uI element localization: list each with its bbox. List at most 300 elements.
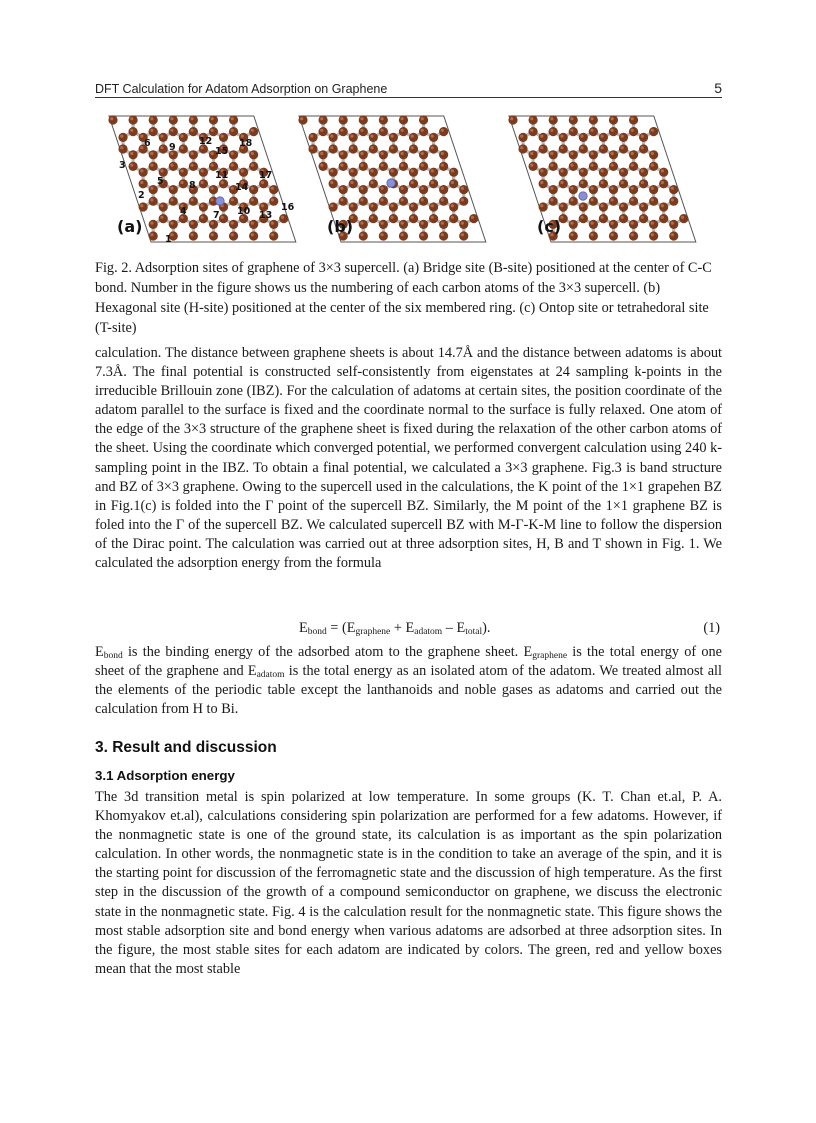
carbon-atom <box>629 185 638 194</box>
carbon-atom-highlight <box>370 146 373 149</box>
carbon-atom-highlight <box>231 129 234 132</box>
carbon-atom <box>649 162 658 171</box>
carbon-atom <box>159 144 168 153</box>
carbon-atom <box>629 115 638 124</box>
atom-number-label: 10 <box>237 206 251 217</box>
carbon-atom-highlight <box>271 233 274 236</box>
carbon-atom-highlight <box>611 129 614 132</box>
carbon-atom-highlight <box>631 222 634 225</box>
carbon-atom-highlight <box>350 135 353 138</box>
atom-number-label: 16 <box>281 202 295 213</box>
carbon-atom <box>308 144 317 153</box>
carbon-atom-highlight <box>421 164 424 167</box>
carbon-atom-highlight <box>671 222 674 225</box>
carbon-atom <box>349 168 358 177</box>
carbon-atom-highlight <box>671 233 674 236</box>
carbon-atom <box>449 202 458 211</box>
carbon-atom <box>619 214 628 223</box>
carbon-atom <box>159 133 168 142</box>
figure-panel-3 <box>508 115 695 242</box>
carbon-atom-highlight <box>330 204 333 207</box>
carbon-atom <box>419 162 428 171</box>
carbon-atom-highlight <box>340 152 343 155</box>
carbon-atom <box>149 231 158 240</box>
header-rule <box>95 97 722 98</box>
carbon-atom-highlight <box>651 129 654 132</box>
atom-number-label: 5 <box>157 176 164 187</box>
carbon-atom-highlight <box>510 117 513 120</box>
atom-number-label: 1 <box>165 234 172 245</box>
carbon-atom-highlight <box>570 117 573 120</box>
carbon-atom-highlight <box>441 129 444 132</box>
carbon-atom-highlight <box>401 164 404 167</box>
carbon-atom-highlight <box>350 204 353 207</box>
carbon-atom-highlight <box>661 181 664 184</box>
carbon-atom-highlight <box>170 117 173 120</box>
carbon-atom-highlight <box>170 198 173 201</box>
carbon-atom-highlight <box>150 198 153 201</box>
carbon-atom <box>199 168 208 177</box>
carbon-atom-highlight <box>251 222 254 225</box>
carbon-atom-highlight <box>451 216 454 219</box>
carbon-atom-highlight <box>441 198 444 201</box>
carbon-atom <box>359 231 368 240</box>
carbon-atom <box>599 202 608 211</box>
carbon-atom <box>409 202 418 211</box>
carbon-atom <box>219 133 228 142</box>
carbon-atom-highlight <box>580 169 583 172</box>
carbon-atom-highlight <box>451 169 454 172</box>
carbon-atom <box>349 144 358 153</box>
carbon-atom <box>659 168 668 177</box>
carbon-atom-highlight <box>190 164 193 167</box>
carbon-atom <box>189 197 198 206</box>
carbon-atom-highlight <box>550 152 553 155</box>
carbon-atom-highlight <box>201 169 204 172</box>
carbon-atom-highlight <box>540 169 543 172</box>
carbon-atom-highlight <box>360 233 363 236</box>
carbon-atom-highlight <box>441 233 444 236</box>
carbon-atom-highlight <box>320 164 323 167</box>
carbon-atom-highlight <box>211 233 214 236</box>
figure-caption: Fig. 2. Adsorption sites of graphene of 3×3 supercell. (a) Bridge site (B-site) positioned at the center of C-C bond. Number in the figure shows us the numbering of each carbon atoms of the 3×3 supercell. (b) Hexagonal site (H-site) positioned at the center of the six membered ring. (c) Ontop site or tetrahedoral site (T-site) <box>95 260 712 336</box>
carbon-atom-highlight <box>621 181 624 184</box>
carbon-atom <box>419 115 428 124</box>
carbon-atom <box>199 202 208 211</box>
carbon-atom <box>589 231 598 240</box>
carbon-atom <box>318 127 327 136</box>
carbon-atom <box>108 115 117 124</box>
atom-number-label: 15 <box>215 146 229 157</box>
section-heading: 3. Result and discussion <box>95 739 277 756</box>
carbon-atom-highlight <box>451 181 454 184</box>
carbon-atom-highlight <box>651 198 654 201</box>
carbon-atom-highlight <box>391 169 394 172</box>
carbon-atom-highlight <box>140 204 143 207</box>
carbon-atom <box>239 168 248 177</box>
carbon-atom <box>409 133 418 142</box>
carbon-atom <box>569 127 578 136</box>
carbon-atom-highlight <box>411 135 414 138</box>
carbon-atom-highlight <box>401 129 404 132</box>
carbon-atom-highlight <box>651 164 654 167</box>
carbon-atom <box>179 168 188 177</box>
carbon-atom <box>549 127 558 136</box>
carbon-atom-highlight <box>310 146 313 149</box>
carbon-atom-highlight <box>221 216 224 219</box>
carbon-atom <box>609 231 618 240</box>
carbon-atom <box>399 220 408 229</box>
carbon-atom <box>359 162 368 171</box>
carbon-atom-highlight <box>261 181 264 184</box>
carbon-atom <box>329 179 338 188</box>
carbon-atom-highlight <box>360 222 363 225</box>
carbon-atom <box>419 197 428 206</box>
carbon-atom-highlight <box>140 135 143 138</box>
carbon-atom-highlight <box>231 233 234 236</box>
carbon-atom <box>339 127 348 136</box>
adatom <box>216 197 224 205</box>
carbon-atom <box>249 220 258 229</box>
carbon-atom-highlight <box>601 146 604 149</box>
carbon-atom-highlight <box>421 187 424 190</box>
carbon-atom <box>409 179 418 188</box>
carbon-atom-highlight <box>411 204 414 207</box>
carbon-atom-highlight <box>651 152 654 155</box>
carbon-atom-highlight <box>310 135 313 138</box>
carbon-atom <box>209 231 218 240</box>
carbon-atom <box>249 185 258 194</box>
carbon-atom-highlight <box>330 169 333 172</box>
carbon-atom <box>619 133 628 142</box>
carbon-atom <box>439 197 448 206</box>
carbon-atom <box>619 144 628 153</box>
carbon-atom-highlight <box>530 152 533 155</box>
carbon-atom-highlight <box>550 117 553 120</box>
carbon-atom <box>189 115 198 124</box>
carbon-atom-highlight <box>601 135 604 138</box>
carbon-atom <box>359 127 368 136</box>
carbon-atom <box>329 133 338 142</box>
carbon-atom-highlight <box>631 152 634 155</box>
carbon-atom-highlight <box>580 146 583 149</box>
carbon-atom-highlight <box>431 146 434 149</box>
carbon-atom-highlight <box>251 233 254 236</box>
carbon-atom <box>189 231 198 240</box>
carbon-atom-highlight <box>590 129 593 132</box>
carbon-atom <box>189 220 198 229</box>
carbon-atom <box>439 220 448 229</box>
carbon-atom <box>539 133 548 142</box>
carbon-atom <box>549 197 558 206</box>
carbon-atom-highlight <box>671 187 674 190</box>
carbon-atom-highlight <box>570 187 573 190</box>
carbon-atom <box>399 231 408 240</box>
carbon-atom <box>329 144 338 153</box>
carbon-atom-highlight <box>641 216 644 219</box>
carbon-atom-highlight <box>401 198 404 201</box>
carbon-atom <box>559 168 568 177</box>
carbon-atom-highlight <box>601 181 604 184</box>
carbon-atom-highlight <box>211 164 214 167</box>
carbon-atom-highlight <box>231 198 234 201</box>
atom-number-label: 18 <box>239 138 253 149</box>
page-number: 5 <box>714 80 722 96</box>
carbon-atom <box>649 127 658 136</box>
carbon-atom-highlight <box>570 152 573 155</box>
carbon-atom-highlight <box>330 146 333 149</box>
carbon-atom <box>349 202 358 211</box>
paragraph-adsorption-energy: The 3d transition metal is spin polarized at low temperature. In some groups (K. T. Chan et.al, P. A. Khomyakov et.al), calculations considering spin polarization are performed for a few adatoms. However, if the nonmagnetic state is one of the ground state, its calculation is as important as the spin polarization calculation. In other words, the nonmagnetic state is in the condition to take an average of the spin, and it is the starting point for discussion of the ferromagnetic state and the discussion of high temperature. As the first step in the discussion of the growth of a compound semiconductor on graphene, we discuss the electronic state in the nonmagnetic state. Fig. 4 is the calculation result for the nonmagnetic state. This figure shows the most stable adsorption site and bond energy when various adatoms are adsorbed at three adsorption sites. In the figure, the most stable sites for each adatom are indicated by colors. The green, red and yellow boxes mean that the most stable <box>95 789 722 977</box>
carbon-atom <box>369 214 378 223</box>
carbon-atom <box>169 127 178 136</box>
carbon-atom-highlight <box>380 198 383 201</box>
carbon-atom <box>589 162 598 171</box>
carbon-atom-highlight <box>231 152 234 155</box>
carbon-atom <box>189 150 198 159</box>
carbon-atom <box>469 214 478 223</box>
carbon-atom-highlight <box>550 164 553 167</box>
carbon-atom <box>609 197 618 206</box>
carbon-atom-highlight <box>621 216 624 219</box>
carbon-atom <box>629 162 638 171</box>
carbon-atom-highlight <box>590 222 593 225</box>
carbon-atom-highlight <box>360 164 363 167</box>
carbon-atom <box>229 197 238 206</box>
atom-number-label: 8 <box>189 180 196 191</box>
carbon-atom-highlight <box>641 169 644 172</box>
carbon-atom-highlight <box>180 181 183 184</box>
carbon-atom-highlight <box>641 181 644 184</box>
carbon-atom-highlight <box>590 164 593 167</box>
carbon-atom <box>579 179 588 188</box>
carbon-atom <box>149 197 158 206</box>
carbon-atom-highlight <box>150 233 153 236</box>
carbon-atom <box>419 127 428 136</box>
carbon-atom <box>349 133 358 142</box>
carbon-atom <box>379 115 388 124</box>
carbon-atom <box>329 168 338 177</box>
carbon-atom <box>639 179 648 188</box>
carbon-atom <box>539 144 548 153</box>
carbon-atom-highlight <box>441 187 444 190</box>
carbon-atom <box>399 127 408 136</box>
carbon-atom-highlight <box>391 204 394 207</box>
atom-number-label: 17 <box>259 170 273 181</box>
carbon-atom-highlight <box>340 198 343 201</box>
carbon-atom <box>559 202 568 211</box>
carbon-atom-highlight <box>611 187 614 190</box>
carbon-atom-highlight <box>130 152 133 155</box>
carbon-atom-highlight <box>160 216 163 219</box>
carbon-atom-highlight <box>601 216 604 219</box>
carbon-atom-highlight <box>441 164 444 167</box>
carbon-atom-highlight <box>160 169 163 172</box>
carbon-atom <box>589 127 598 136</box>
carbon-atom-highlight <box>411 169 414 172</box>
carbon-atom <box>189 127 198 136</box>
carbon-atom <box>209 127 218 136</box>
carbon-atom <box>569 150 578 159</box>
atom-number-label: 3 <box>119 160 126 171</box>
carbon-atom <box>339 115 348 124</box>
carbon-atom-highlight <box>421 117 424 120</box>
carbon-atom-highlight <box>560 146 563 149</box>
carbon-atom <box>459 197 468 206</box>
carbon-atom <box>369 133 378 142</box>
carbon-atom-highlight <box>140 169 143 172</box>
carbon-atom-highlight <box>211 129 214 132</box>
adatom <box>387 179 395 187</box>
carbon-atom <box>579 202 588 211</box>
carbon-atom-highlight <box>201 216 204 219</box>
panel-label: (b) <box>327 217 354 236</box>
carbon-atom <box>359 150 368 159</box>
carbon-atom <box>639 202 648 211</box>
carbon-atom-highlight <box>150 129 153 132</box>
carbon-atom <box>539 202 548 211</box>
carbon-atom-highlight <box>421 233 424 236</box>
carbon-atom-highlight <box>180 135 183 138</box>
carbon-atom-highlight <box>360 198 363 201</box>
carbon-atom <box>639 214 648 223</box>
carbon-atom-highlight <box>360 152 363 155</box>
carbon-atom-highlight <box>451 204 454 207</box>
carbon-atom <box>528 150 537 159</box>
carbon-atom-highlight <box>140 181 143 184</box>
carbon-atom-highlight <box>611 164 614 167</box>
carbon-atom-highlight <box>130 164 133 167</box>
carbon-atom-highlight <box>271 198 274 201</box>
panel-label: (c) <box>537 217 562 236</box>
carbon-atom-highlight <box>340 117 343 120</box>
carbon-atom <box>269 231 278 240</box>
carbon-atom <box>139 202 148 211</box>
carbon-atom-highlight <box>681 216 684 219</box>
carbon-atom-highlight <box>380 152 383 155</box>
carbon-atom <box>528 115 537 124</box>
carbon-atom <box>439 150 448 159</box>
carbon-atom-highlight <box>520 135 523 138</box>
carbon-atom <box>589 197 598 206</box>
carbon-atom-highlight <box>150 152 153 155</box>
carbon-atom <box>549 185 558 194</box>
carbon-atom-highlight <box>231 222 234 225</box>
carbon-atom <box>649 150 658 159</box>
carbon-atom <box>439 162 448 171</box>
carbon-atom <box>189 162 198 171</box>
carbon-atom-highlight <box>651 187 654 190</box>
carbon-atom-highlight <box>641 146 644 149</box>
carbon-atom-highlight <box>580 216 583 219</box>
carbon-atom <box>399 162 408 171</box>
carbon-atom-highlight <box>201 181 204 184</box>
carbon-atom <box>609 185 618 194</box>
carbon-atom-highlight <box>251 129 254 132</box>
carbon-atom-highlight <box>601 169 604 172</box>
atom-number-label: 6 <box>144 138 151 149</box>
carbon-atom-highlight <box>170 129 173 132</box>
carbon-atom-highlight <box>190 198 193 201</box>
carbon-atom <box>539 179 548 188</box>
carbon-atom <box>219 214 228 223</box>
carbon-atom-highlight <box>130 117 133 120</box>
carbon-atom-highlight <box>380 222 383 225</box>
carbon-atom-highlight <box>211 198 214 201</box>
carbon-atom <box>229 150 238 159</box>
carbon-atom-highlight <box>411 181 414 184</box>
carbon-atom <box>249 231 258 240</box>
carbon-atom <box>549 162 558 171</box>
carbon-atom <box>569 231 578 240</box>
carbon-atom-highlight <box>421 222 424 225</box>
carbon-atom <box>679 214 688 223</box>
carbon-atom <box>318 150 327 159</box>
carbon-atom <box>359 197 368 206</box>
carbon-atom-highlight <box>350 169 353 172</box>
carbon-atom-highlight <box>590 187 593 190</box>
carbon-atom-highlight <box>611 117 614 120</box>
carbon-atom-highlight <box>190 129 193 132</box>
carbon-atom-highlight <box>300 117 303 120</box>
carbon-atom-highlight <box>471 216 474 219</box>
carbon-atom-highlight <box>570 222 573 225</box>
carbon-atom <box>249 127 258 136</box>
carbon-atom <box>669 185 678 194</box>
carbon-atom-highlight <box>431 204 434 207</box>
carbon-atom-highlight <box>590 117 593 120</box>
carbon-atom-highlight <box>271 187 274 190</box>
carbon-atom <box>629 127 638 136</box>
carbon-atom <box>569 115 578 124</box>
carbon-atom-highlight <box>120 135 123 138</box>
carbon-atom <box>459 185 468 194</box>
carbon-atom-highlight <box>281 216 284 219</box>
adatom <box>579 192 587 200</box>
carbon-atom-highlight <box>621 169 624 172</box>
carbon-atom <box>379 162 388 171</box>
carbon-atom <box>149 220 158 229</box>
carbon-atom <box>229 231 238 240</box>
carbon-atom-highlight <box>370 216 373 219</box>
carbon-atom <box>528 162 537 171</box>
carbon-atom <box>649 220 658 229</box>
carbon-atom <box>559 133 568 142</box>
carbon-atom <box>229 220 238 229</box>
running-title: DFT Calculation for Adatom Adsorption on Graphene <box>95 82 388 96</box>
carbon-atom-highlight <box>340 129 343 132</box>
carbon-atom <box>339 185 348 194</box>
carbon-atom <box>579 168 588 177</box>
carbon-atom <box>439 185 448 194</box>
figure-panel-2 <box>298 115 485 242</box>
carbon-atom <box>439 127 448 136</box>
carbon-atom-highlight <box>231 187 234 190</box>
carbon-atom-highlight <box>631 198 634 201</box>
carbon-atom-highlight <box>431 135 434 138</box>
carbon-atom <box>349 179 358 188</box>
carbon-atom <box>379 231 388 240</box>
carbon-atom-highlight <box>550 187 553 190</box>
carbon-atom-highlight <box>231 164 234 167</box>
carbon-atom <box>339 162 348 171</box>
carbon-atom-highlight <box>370 169 373 172</box>
carbon-atom-highlight <box>441 222 444 225</box>
carbon-atom <box>249 197 258 206</box>
atom-number-label: 13 <box>259 210 273 221</box>
carbon-atom <box>619 168 628 177</box>
carbon-atom-highlight <box>211 187 214 190</box>
